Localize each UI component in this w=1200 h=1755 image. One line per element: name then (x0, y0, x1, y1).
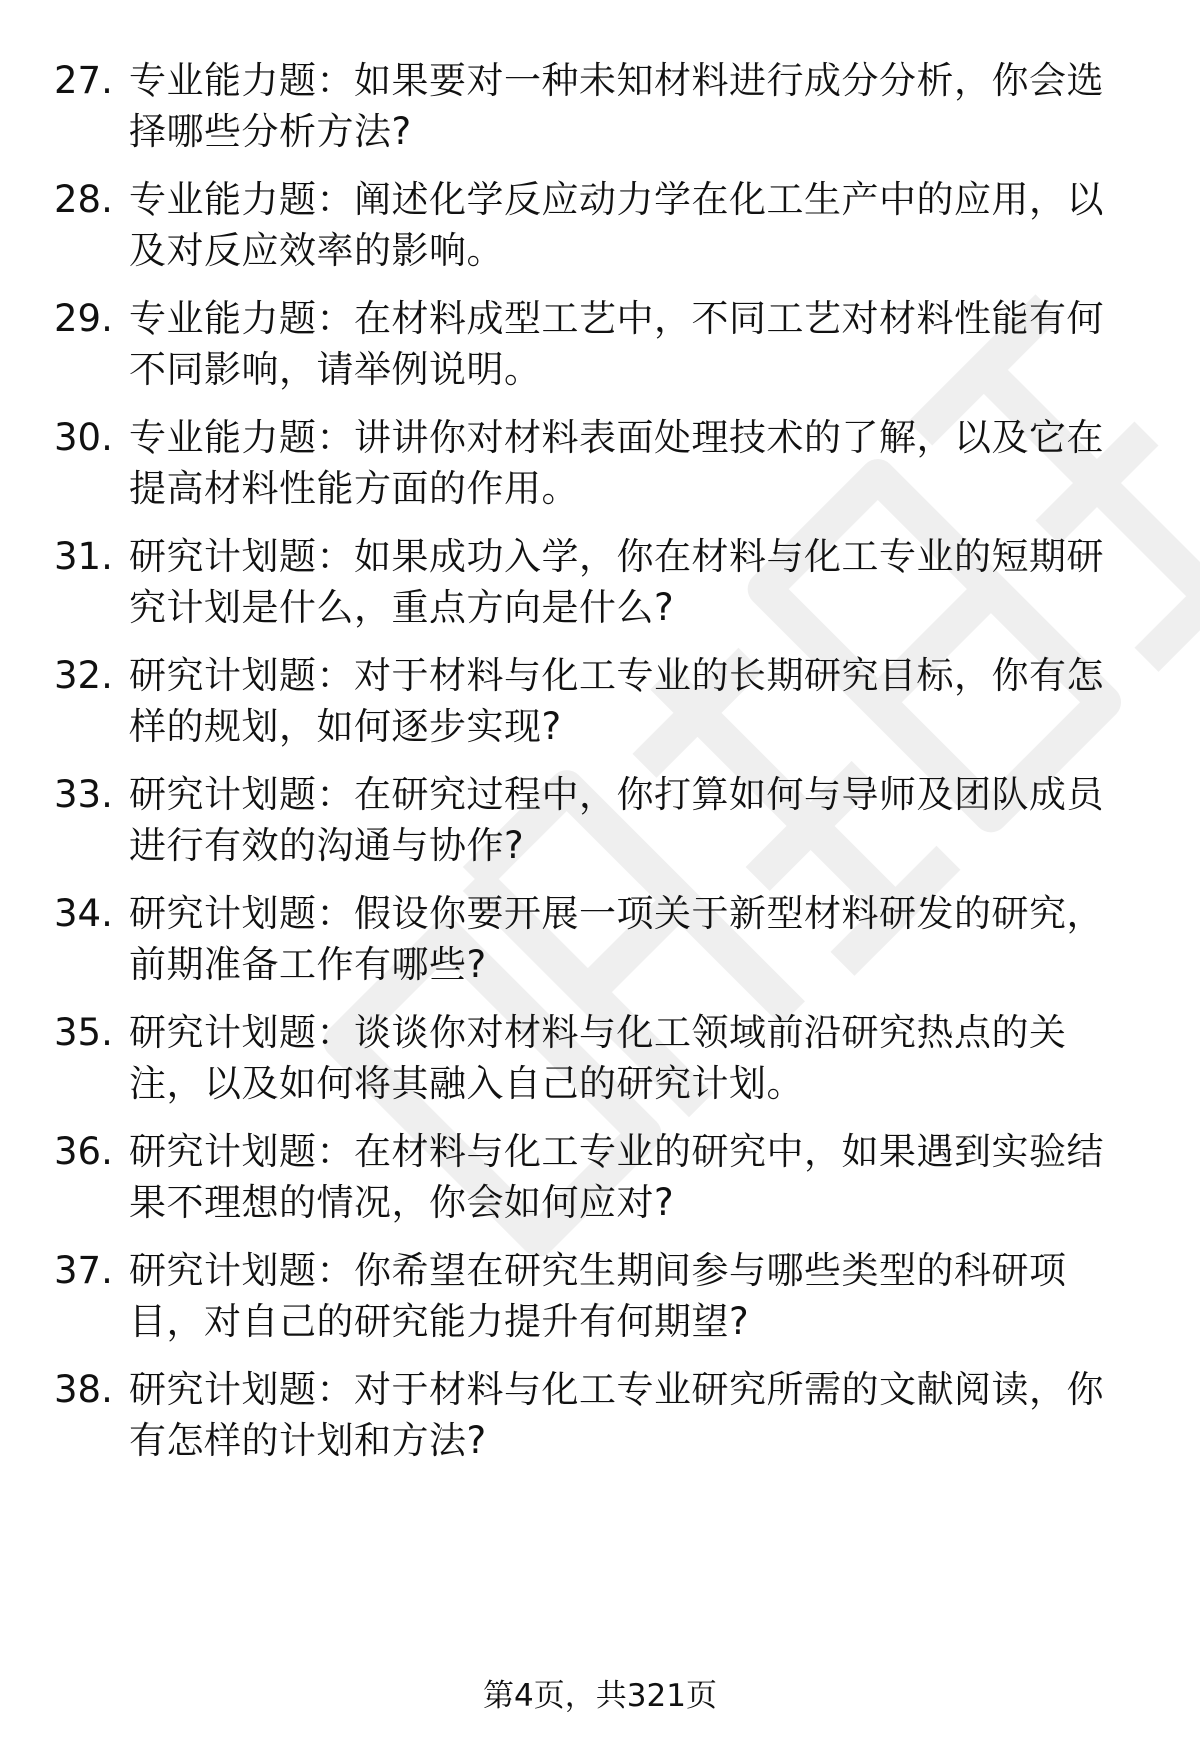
question-text: 研究计划题：在材料与化工专业的研究中，如果遇到实验结果不理想的情况，你会如何应对? (129, 1130, 1104, 1224)
question-item (54, 293, 1144, 403)
question-text: 专业能力题：在材料成型工艺中，不同工艺对材料性能有何不同影响，请举例说明。 (129, 297, 1104, 391)
question-text: 研究计划题：如果成功入学，你在材料与化工专业的短期研究计划是什么，重点方向是什么? (129, 535, 1104, 629)
question-item (54, 174, 1144, 284)
question-number: 32. (54, 654, 113, 697)
question-item (54, 412, 1144, 522)
question-text: 研究计划题：对于材料与化工专业的长期研究目标，你有怎样的规划，如何逐步实现? (129, 654, 1104, 748)
question-number: 38. (54, 1368, 113, 1411)
page-number: 第4页，共321页 (483, 1678, 717, 1714)
question-number: 37. (54, 1249, 113, 1292)
question-number: 28. (54, 178, 113, 221)
question-text: 研究计划题：谈谈你对材料与化工领域前沿研究热点的关注，以及如何将其融入自己的研究计划。 (129, 1011, 1067, 1105)
question-item (54, 650, 1144, 760)
question-text: 研究计划题：在研究过程中，你打算如何与导师及团队成员进行有效的沟通与协作? (129, 773, 1104, 867)
question-item (54, 1364, 1144, 1474)
question-item (54, 1007, 1144, 1117)
question-text: 研究计划题：你希望在研究生期间参与哪些类型的科研项目，对自己的研究能力提升有何期望? (129, 1249, 1067, 1343)
question-number: 33. (54, 773, 113, 816)
question-number: 30. (54, 416, 113, 459)
question-text: 专业能力题：讲讲你对材料表面处理技术的了解，以及它在提高材料性能方面的作用。 (129, 416, 1104, 510)
question-number: 36. (54, 1130, 113, 1173)
question-text: 专业能力题：如果要对一种未知材料进行成分分析，你会选择哪些分析方法? (129, 59, 1104, 153)
question-text: 研究计划题：对于材料与化工专业研究所需的文献阅读，你有怎样的计划和方法? (129, 1368, 1104, 1462)
question-text: 专业能力题：阐述化学反应动力学在化工生产中的应用，以及对反应效率的影响。 (129, 178, 1104, 272)
question-number: 31. (54, 535, 113, 578)
question-item (54, 888, 1144, 998)
question-number: 27. (54, 59, 113, 102)
question-item (54, 1245, 1144, 1355)
question-text: 研究计划题：假设你要开展一项关于新型材料研发的研究，前期准备工作有哪些? (129, 892, 1104, 986)
question-item (54, 1126, 1144, 1236)
question-number: 34. (54, 892, 113, 935)
question-item (54, 531, 1144, 641)
question-number: 29. (54, 297, 113, 340)
question-number: 35. (54, 1011, 113, 1054)
question-item (54, 55, 1144, 165)
question-item (54, 769, 1144, 879)
